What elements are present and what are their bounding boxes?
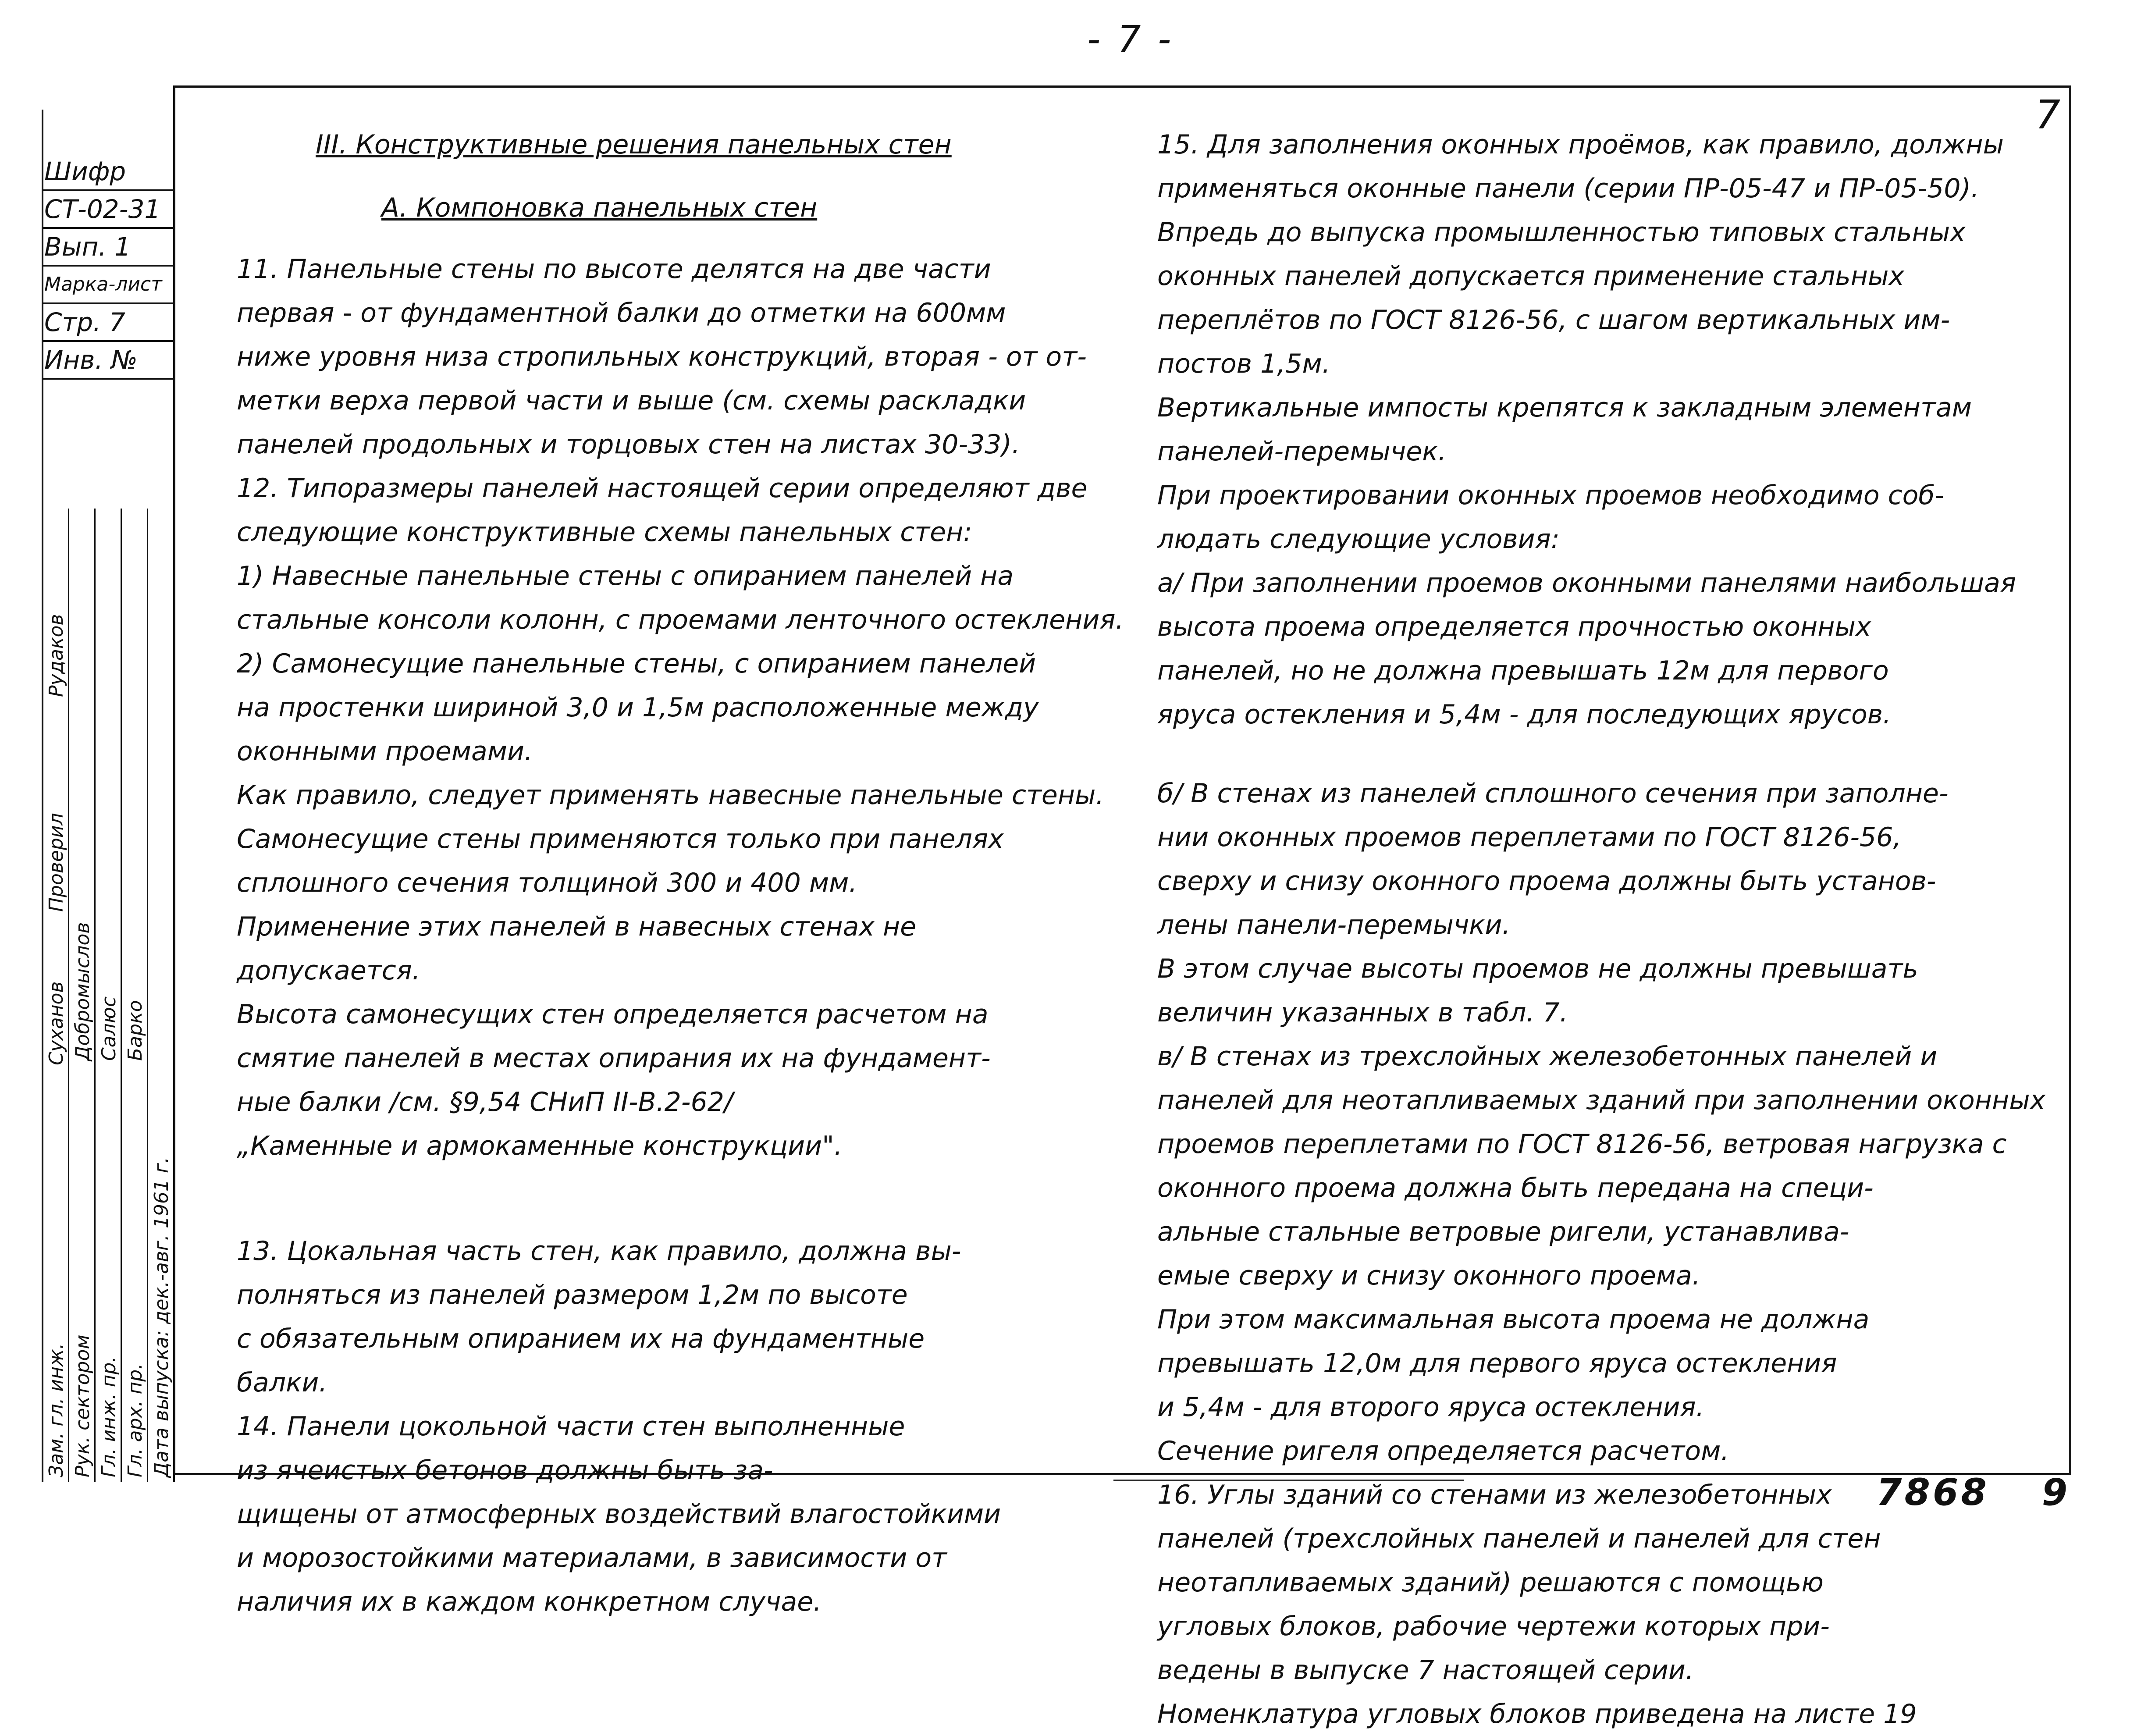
page-label: Стр. 7	[42, 304, 173, 342]
left-paragraphs-2	[237, 1229, 1113, 1624]
text-line: применяться оконные панели (серии ПР-05-47 и ПР-05-50).	[1157, 173, 1979, 204]
signature-name: Салюс	[98, 996, 120, 1061]
text-line: метки верха первой части и выше (см. схемы раскладки	[237, 385, 1026, 416]
bottom-rule	[1113, 1480, 1464, 1481]
text-line: 13. Цокальная часть стен, как правило, должна вы-	[237, 1236, 961, 1266]
text-line: а/ При заполнении проемов оконными панелями наибольшая	[1157, 568, 2016, 598]
text-line: на простенки шириной 3,0 и 1,5м расположенные между	[237, 692, 1039, 723]
text-line: емые сверху и снизу оконного проема.	[1157, 1260, 1700, 1291]
text-line: Вертикальные импосты крепятся к закладным элементам	[1157, 392, 1972, 423]
text-line: и морозостойкими материалами, в зависимости от	[237, 1543, 947, 1573]
text-line: полняться из панелей размером 1,2м по высоте	[237, 1280, 908, 1310]
left-paragraphs	[237, 247, 1124, 1168]
text-line: неотапливаемых зданий) решаются с помощью	[1157, 1567, 1824, 1598]
text-line: При проектировании оконных проемов необходимо соб-	[1157, 480, 1944, 511]
section-title: III. Конструктивные решения панельных стен	[316, 129, 952, 160]
developer-name: Рудаков	[45, 614, 68, 697]
text-line: первая - от фундаментной балки до отметки на 600мм	[237, 298, 1006, 328]
text-line: превышать 12,0м для первого яруса остекления	[1157, 1348, 1837, 1379]
right-paragraphs	[1157, 123, 2043, 736]
text-line: балки.	[237, 1367, 327, 1398]
text-line: наличия их в каждом конкретном случае.	[237, 1587, 822, 1617]
archive-sheet: 9	[2041, 1471, 2070, 1514]
text-line: Применение этих панелей в навесных стенах не	[237, 911, 917, 942]
text-line: щищены от атмосферных воздействий влагостойкими	[237, 1499, 1001, 1530]
text-line: 14. Панели цокольной части стен выполненные	[237, 1411, 905, 1442]
checked-label: Проверил	[45, 813, 68, 912]
text-line: яруса остекления и 5,4м - для последующих ярусов.	[1157, 699, 1892, 730]
signature-name: Барко	[124, 1000, 146, 1061]
text-line: Высота самонесущих стен определяется расчетом на	[237, 999, 989, 1030]
text-line: Самонесущие стены применяются только при панелях	[237, 824, 1004, 854]
release-date: Дата выпуска: дек.-авг. 1961 г.	[150, 1157, 173, 1477]
text-line: Номенклатура угловых блоков приведена на листе 19	[1157, 1699, 1917, 1729]
text-line: альные стальные ветровые ригели, устанавлива-	[1157, 1217, 1849, 1247]
issue-number: Вып. 1	[42, 229, 173, 267]
text-line: и 5,4м - для второго яруса остекления.	[1157, 1392, 1704, 1423]
text-line: панелей (трехслойных панелей и панелей для стен	[1157, 1523, 1881, 1554]
text-line: из ячеистых бетонов должны быть за-	[237, 1455, 773, 1486]
text-line: с обязательным опиранием их на фундаментные	[237, 1323, 925, 1354]
text-line: смятие панелей в местах опирания их на фундамент-	[237, 1043, 991, 1074]
signature-name: Суханов	[45, 981, 68, 1065]
text-line: панелей продольных и торцовых стен на листах 30-33).	[237, 429, 1020, 460]
signature-role: Гл. инж. пр.	[98, 1356, 120, 1477]
inventory-label: Инв. №	[42, 342, 173, 380]
text-line: оконных панелей допускается применение стальных	[1157, 261, 1904, 292]
text-line: стальные консоли колонн, с проемами ленточного остекления.	[237, 605, 1124, 635]
text-line: допускается.	[237, 955, 420, 986]
subsection-title: А. Компоновка панельных стен	[381, 192, 818, 223]
text-line: панелей для неотапливаемых зданий при заполнении оконных	[1157, 1085, 2046, 1116]
text-line: величин указанных в табл. 7.	[1157, 997, 1568, 1028]
text-line: Сечение ригеля определяется расчетом.	[1157, 1436, 1729, 1466]
signature-role: Гл. арх. пр.	[124, 1363, 146, 1477]
title-block	[42, 153, 173, 380]
text-line: 16. Углы зданий со стенами из железобетонных	[1157, 1480, 1832, 1510]
page-number: - 7 -	[1087, 18, 1174, 60]
text-line: оконными проемами.	[237, 736, 533, 767]
text-line: „Каменные и армокаменные конструкции".	[237, 1131, 843, 1161]
left-column	[237, 123, 1124, 1624]
text-line: б/ В стенах из панелей сплошного сечения при заполне-	[1157, 778, 1949, 809]
text-line: 2) Самонесущие панельные стены, с опиранием панелей	[237, 648, 1036, 679]
signature-role: Зам. гл. инж.	[45, 1343, 68, 1477]
archive-stamp	[1876, 1471, 2070, 1514]
sheet-mark: 7	[2035, 92, 2060, 138]
text-line: сверху и снизу оконного проема должны быть установ-	[1157, 866, 1936, 896]
text-line: следующие конструктивные схемы панельных стен:	[237, 517, 972, 548]
text-line: 1) Навесные панельные стены с опиранием панелей на	[237, 561, 1014, 591]
text-line: Впредь до выпуска промышленностью типовых стальных	[1157, 217, 1966, 248]
text-line: переплётов по ГОСТ 8126-56, с шагом вертикальных им-	[1157, 305, 1950, 335]
text-line: При этом максимальная высота проема не должна	[1157, 1304, 1870, 1335]
text-line: угловых блоков, рабочие чертежи которых при-	[1157, 1611, 1830, 1642]
text-line: лены панели-перемычки.	[1157, 910, 1511, 940]
text-line: ведены в выпуске 7 настоящей серии.	[1157, 1655, 1694, 1686]
text-line: 12. Типоразмеры панелей настоящей серии определяют две	[237, 473, 1088, 504]
code-label: Шифр	[42, 153, 173, 191]
right-paragraphs-2	[1157, 772, 2046, 1736]
text-line: панелей-перемычек.	[1157, 436, 1447, 467]
text-line: ниже уровня низа стропильных конструкций, вторая - от от-	[237, 342, 1087, 372]
signature-block	[42, 509, 175, 1482]
text-line: оконного проема должна быть передана на специ-	[1157, 1173, 1874, 1203]
text-line: 11. Панельные стены по высоте делятся на две части	[237, 254, 991, 285]
archive-number: 7868	[1876, 1471, 1989, 1514]
text-line: ные балки /см. §9,54 СНиП II-В.2-62/	[237, 1087, 733, 1117]
text-line: людать следующие условия:	[1157, 524, 1560, 555]
text-line: Как правило, следует применять навесные панельные стены.	[237, 780, 1104, 811]
text-line: сплошного сечения толщиной 300 и 400 мм.	[237, 868, 857, 898]
signature-role: Рук. сектором	[71, 1334, 94, 1477]
text-line: проемов переплетами по ГОСТ 8126-56, ветровая нагрузка с	[1157, 1129, 2007, 1160]
series-code: СТ-02-31	[42, 191, 173, 229]
brand-sheet: Марка-лист	[42, 267, 173, 304]
text-line: постов 1,5м.	[1157, 349, 1330, 379]
text-line: 15. Для заполнения оконных проёмов, как правило, должны	[1157, 129, 2004, 160]
text-line: высота проема определяется прочностью оконных	[1157, 612, 1871, 642]
text-line: панелей, но не должна превышать 12м для первого	[1157, 655, 1889, 686]
signature-name: Добромыслов	[71, 922, 94, 1061]
text-line: В этом случае высоты проемов не должны превышать	[1157, 953, 1918, 984]
text-line: в/ В стенах из трехслойных железобетонных панелей и	[1157, 1041, 1938, 1072]
text-line: нии оконных проемов переплетами по ГОСТ 8126-56,	[1157, 822, 1902, 853]
